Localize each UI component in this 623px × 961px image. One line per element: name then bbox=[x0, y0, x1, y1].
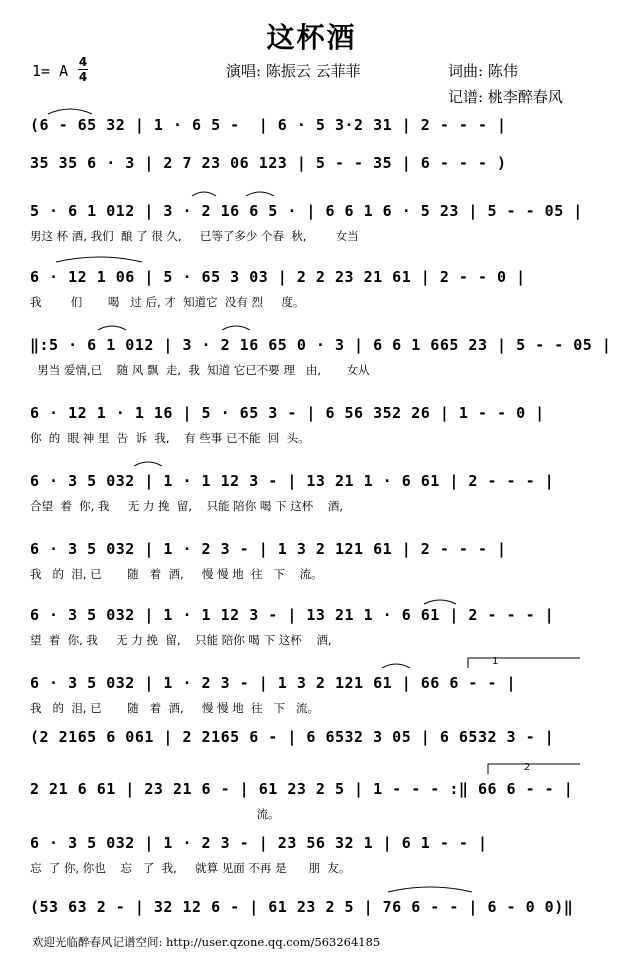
score-row-10-notes: 6 · 3 5 032 | 1 · 2 3 - | 1 3 2 121 61 | 66 6 - - | bbox=[30, 674, 517, 692]
footer-note: 欢迎光临醉春风记谱空间: http://user.qzone.qq.com/563264185 bbox=[32, 935, 381, 949]
volta-first-bracket bbox=[468, 656, 580, 668]
score-row-4-notes: 6 · 12 1 06 | 5 · 65 3 03 | 2 2 23 21 61 | 2 - - 0 | bbox=[30, 268, 526, 286]
score-row-6-lyrics: 你 的 眼 神 里 告 诉 我, 有 些事 已不能 回 头。 bbox=[30, 431, 310, 445]
score-row-8-notes: 6 · 3 5 032 | 1 · 2 3 - | 1 3 2 121 61 | 2 - - - | bbox=[30, 540, 507, 558]
score-row-3-notes: 5 · 6 1 012 | 3 · 2 16 6 5 · | 6 6 1 6 · 5 23 | 5 - - 05 | bbox=[30, 202, 583, 220]
score-row-12-notes: 2 21 6 61 | 23 21 6 - | 61 23 2 5 | 1 - - - :‖ 66 6 - - | bbox=[30, 780, 574, 798]
time-signature bbox=[78, 56, 88, 83]
score-row-5-lyrics: 男当 爱情,已 随 风 飘 走, 我 知道 它已不要 理 由, 女从 bbox=[30, 363, 370, 377]
volta-second-bracket bbox=[488, 762, 580, 774]
volta-first-label: 1 bbox=[492, 656, 499, 667]
score-row-1-notes: (6 - 65 32 | 1 · 6 5 - | 6 · 5 3·2 31 | 2 - - - | bbox=[30, 116, 507, 134]
score-row-9-lyrics: 望 着 你, 我 无 力 挽 留, 只能 陪你 喝 下 这杯 酒, bbox=[30, 633, 332, 647]
score-row-2-notes: 35 35 6 · 3 | 2 7 23 06 123 | 5 - - 35 | 6 - - - ) bbox=[30, 154, 507, 172]
score-row-11-notes: (2 2165 6 061 | 2 2165 6 - | 6 6532 3 05 | 6 6532 3 - | bbox=[30, 728, 555, 746]
score-row-7-notes: 6 · 3 5 032 | 1 · 1 12 3 - | 13 21 1 · 6 61 | 2 - - - | bbox=[30, 472, 555, 490]
score-row-5-notes: ‖:5 · 6 1 012 | 3 · 2 16 65 0 · 3 | 6 6 1 665 23 | 5 - - 05 | bbox=[30, 336, 612, 354]
transcriber-credit: 记谱: 桃李醉春风 bbox=[448, 88, 563, 106]
score-row-9-notes: 6 · 3 5 032 | 1 · 1 12 3 - | 13 21 1 · 6 61 | 2 - - - | bbox=[30, 606, 555, 624]
score-row-10-lyrics: 我 的 泪, 已 随 着 酒, 慢 慢 地 往 下 流。 bbox=[30, 701, 319, 715]
volta-second-label: 2 bbox=[524, 762, 531, 773]
score-row-4-lyrics: 我 们 喝 过 后, 才 知道它 没有 烈 度。 bbox=[30, 295, 305, 309]
score-row-12-lyrics: 流。 bbox=[30, 807, 280, 821]
score-row-7-lyrics: 合望 着 你, 我 无 力 挽 留, 只能 陪你 喝 下 这杯 酒, bbox=[30, 499, 344, 513]
score-row-3-lyrics: 男这 杯 酒, 我们 酿 了 很 久, 已等了多少 个春 秋, 女当 bbox=[30, 229, 359, 243]
score-row-8-lyrics: 我 的 泪, 已 随 着 酒, 慢 慢 地 往 下 流。 bbox=[30, 567, 323, 581]
time-signature-bottom: 4 bbox=[78, 70, 88, 84]
score-row-13-notes: 6 · 3 5 032 | 1 · 2 3 - | 23 56 32 1 | 6 1 - - | bbox=[30, 834, 488, 852]
score-row-14-notes: (53 63 2 - | 32 12 6 - | 61 23 2 5 | 76 6 - - | 6 - 0 0)‖ bbox=[30, 898, 574, 916]
song-title: 这杯酒 bbox=[266, 21, 357, 54]
score-row-13-lyrics: 忘 了 你, 你也 忘 了 我, 就算 见面 不再 是 朋 友。 bbox=[30, 861, 351, 875]
singers-credit: 演唱: 陈振云 云菲菲 bbox=[226, 62, 361, 80]
score-row-6-notes: 6 · 12 1 · 1 16 | 5 · 65 3 - | 6 56 352 26 | 1 - - 0 | bbox=[30, 404, 545, 422]
time-signature-top: 4 bbox=[78, 55, 88, 69]
composer-credit: 词曲: 陈伟 bbox=[448, 62, 518, 80]
key-signature: 1= A bbox=[32, 62, 69, 80]
